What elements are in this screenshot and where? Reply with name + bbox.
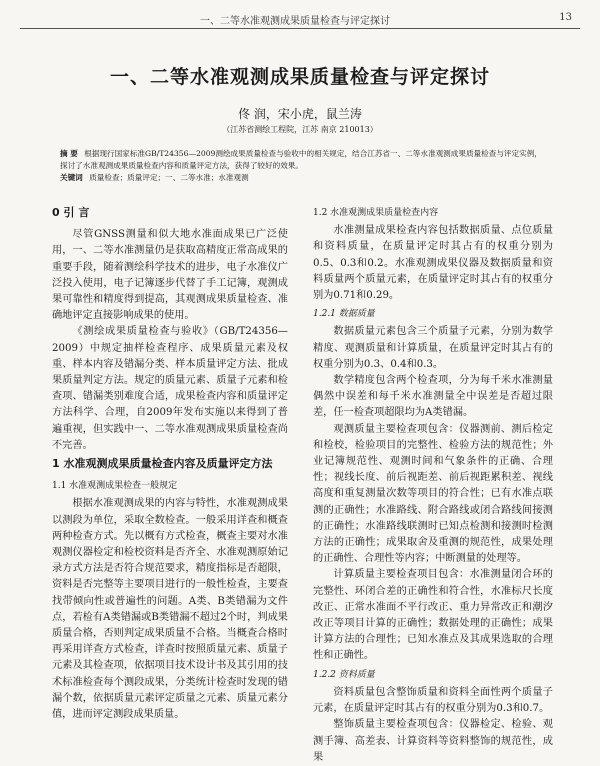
page-number: 13 — [559, 12, 572, 23]
resource-quality-paragraph-2: 整饰质量主要检查项包含：仪器检定、检验、观测手簿、高差表、计算资料等资料整饰的规范性，成果 — [313, 719, 553, 763]
article-title: 一、二等水准观测成果质量检查与评定探讨 — [109, 66, 490, 88]
section-1-heading: 1 水准观测成果质量检查内容及质量评定方法 — [52, 457, 273, 471]
running-header-title: 一、二等水准观测成果质量检查与评定探讨 — [200, 16, 390, 27]
abstract-label: 摘 要 — [60, 149, 78, 158]
section-0-heading: 0 引 言 — [52, 206, 90, 219]
abstract-text: 根据现行国家标准GB/T24356—2009测绘成果质量检查与验收中的相关规定，结合江苏省一、二等水准观测成果质量检查与评定实例，探讨了水准观测成果质量检查内容和质量评定方法，获得了较好的效果。 — [60, 149, 542, 170]
subsection-1-2-2-heading: 1.2.2 资料质量 — [313, 669, 375, 680]
subsection-1-2-1-heading: 1.2.1 数据质量 — [313, 309, 375, 320]
running-header — [20, 10, 580, 29]
keywords-label: 关键词 — [60, 173, 83, 182]
left-column — [52, 203, 288, 723]
right-column — [313, 203, 553, 766]
abstract — [60, 148, 545, 172]
data-quality-paragraph-1: 数据质量元素包含三个质量子元素，分别为数学精度、观测质量和计算质量，在质量评定时其占有的权重分别为0.3、0.4和0.3。 — [313, 326, 553, 370]
data-quality-paragraph-4: 计算质量主要检查项目包含：水准测量闭合环的完整性、环闭合差的正确性和符合性，水准标尺长度改正、正常水准面不平行改正、重力异常改正和潮汐改正等项目计算的正确性；数据处理的正确性；成果计算方法的合理性；已知水准点及其成果选取的合理性和正确性。 — [313, 569, 553, 662]
resource-quality-paragraph-1: 资料质量包含整饰质量和资料全面性两个质量子元素，在质量评定时其占有的权重分别为0.3和0.7。 — [313, 686, 553, 715]
keywords-text: 质量检查；质量评定；一、二等水准；水准观测 — [89, 173, 249, 182]
keywords — [60, 172, 545, 184]
article-affiliation: （江苏省测绘工程院，江苏 南京 210013） — [222, 125, 378, 134]
paragraph-1-1: 根据水准观测成果的内容与特性，水准观测成果以测段为单位，采取全数检查。一般采用详查和概查两种检查方式。先以概有方式检查，概查主要对水准观测仪器检定和检校资料是否齐全、水准观测原始记录方式方法是否符合规范要求，精度指标是否超限，资料是否完整等主要项目进行的一般性检查，主要查找带倾向性或普遍性的问题。A类、B类错漏为文件点，若检有A类错漏或B类错漏不超过2个时，判成果质量合格，否则判定成果质量不合格。当概查合格时再采用详查方式检查，详查时按照质量元素、质量子元素及其检查项，依据项目技术设计书及其引用的技术标准检查每个测段成果，分类统计检查时发现的错漏个数，依据质量元素评定质量之元素、质量元素分值，进而评定测段成果质量。 — [52, 498, 288, 721]
data-quality-paragraph-2: 数学精度包含两个检查项，分为每千米水准测量偶然中误差和每千米水准测量全中误差是否超过限差，任一检查项超限均为A类错漏。 — [313, 375, 553, 419]
intro-paragraph-1: 尽管GNSS测量和似大地水准面成果已广泛使用，一、二等水准测量仍是获取高精度正常高成果的重要手段，随着测绘科学技术的进步，电子水准仪广泛投入使用，电子记簿逐步代替了手工记簿，观测成果可靠性和精度得到提高，其观测成果质量检查、准确地评定直接影响成果的使用。 — [52, 229, 288, 322]
subsection-1-1-heading: 1.1 水准观测成果检查一般规定 — [52, 481, 178, 492]
intro-paragraph-2: 《测绘成果质量检查与验收》（GB/T24356—2009）中规定抽样检查程序、成果质量元素及权重、样本内容及错漏分类、样本质量评定方法、批成果质量判定方法。规定的质量元素、质量子元素和检查项、错漏类别难度合适，成果检查内容和质量评定方法科学、合理，自2009年发布实施以来得到了普遍重视，但实践中一、二等水准观测成果质量检查尚不完善。 — [52, 326, 288, 451]
subsection-1-2-heading: 1.2 水准观测成果质量检查内容 — [313, 208, 439, 218]
data-quality-paragraph-3: 观测质量主要检查项包含：仪器测前、测后检定和检校，检验项目的完整性、检验方法的规范性；外业记簿规范性、观测时间和气象条件的正确、合理性；视线长度、前后视距差、前后视距累积差、视线高度和重复测量次数等项目的符合性；已有水准点联测的正确性；水准路线、附合路线或闭合路线间接测的正确性；水准路线联测时已知点检测和接测时检测方法的正确性；成果取舍及重测的规范性，成果处理的正确性、合理性等内容；中断测量的处理等。 — [313, 423, 553, 565]
article-authors: 佟 润，宋小虎，鼠兰涛 — [238, 107, 362, 121]
paragraph-1-2: 水准测量成果检查内容包括数据质量、点位质量和资料质量，在质量评定时其占有的权重分别为0.5、0.3和0.2。水准观测成果仪器及数据质量和资料质量两个质量元素，在质量评定时其占有的权重分别为0.71和0.29。 — [313, 225, 553, 302]
abstract-block — [60, 148, 545, 184]
